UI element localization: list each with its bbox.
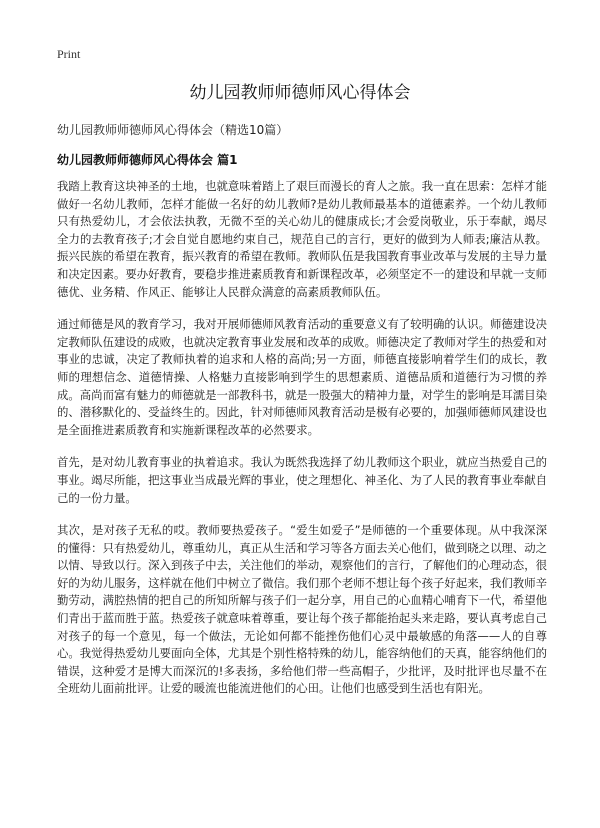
paragraph: 首先，是对幼儿教育事业的执着追求。我认为既然我选择了幼儿教师这个职业，就应当热爱自己的事业。竭尽所能，把这事业当成最光辉的事业，使之理想化、神圣化、为了人民的教育事业奉献自己的一份力量。: [57, 455, 547, 505]
document-subtitle: 幼儿园教师师德师风心得体会（精选10篇）: [57, 123, 289, 137]
paragraph: 其次，是对孩子无私的哎。教师要热爱孩子。“爱生如爱子”是师德的一个重要体现。从中我深深的懂得：只有热爱幼儿，尊重幼儿，真正从生活和学习等各方面去关心他们，做到晓之以理、动之以情、导致以行。深入到孩子中去，关注他们的举动，观察他们的言行，了解他们的心理动态，很好的为幼儿服务，这样就在他们中树立了微信。我们那个老师不想让每个孩子好起来，我们教师辛勤劳动，满腔热情的把自己的所知所解与孩子们一起分享，用自己的心血精心哺育下一代，希望他们青出于蓝而胜于蓝。热爱孩子就意味着尊重，要让每个孩子都能抬起头来走路，要认真考虑自己对孩子的每一个意见，每一个做法，无论如何都不能挫伤他们心灵中最敏感的角落——人的自尊心。我觉得热爱幼儿要面向全体，尤其是个别性格特殊的幼儿，能容纳他们的天真，能容纳他们的错误，这种爱才是博大而深沉的!多表扬，多给他们带一些高帽子，少批评，及时批评也尽量不在全班幼儿面前批评。让爱的暖流也能流进他们的心田。让他们也感受到生活也有阳光。: [57, 523, 547, 696]
document-title: 幼儿园教师师德师风心得体会: [189, 83, 411, 103]
paragraph: 通过师德是风的教育学习，我对开展师德师风教育活动的重要意义有了较明确的认识。师德建设决定教师队伍建设的成败，也就决定教育事业发展和改革的成败。师德决定了教师对学生的热爱和对事业的忠诚，决定了教师执着的追求和人格的高尚;另一方面，师德直接影响着学生们的成长，教师的理想信念、道德情操、人格魅力直接影响到学生的思想素质、道德品质和道德行为习惯的养成。高尚而富有魅力的师德就是一部教科书，就是一股强大的精神力量，对学生的影响是耳濡目染的、潜移默化的、受益终生的。因此，针对师德师风教育活动是极有必要的，加强师德师风建设也是全面推进素质教育和实施新课程改革的必然要求。: [57, 317, 547, 437]
print-link[interactable]: Print: [57, 47, 81, 61]
section-heading: 幼儿园教师师德师风心得体会 篇1: [57, 153, 238, 167]
article-body: [57, 178, 547, 713]
paragraph: 我踏上教育这块神圣的土地，也就意味着踏上了艰巨而漫长的育人之旅。我一直在思索：怎样才能做好一名幼儿教师，怎样才能做一名好的幼儿教师?是幼儿教师最基本的道德素养。一个幼儿教师只有热爱幼儿，才会依法执教，无微不至的关心幼儿的健康成长;才会爱岗敬业，乐于奉献，竭尽全力的去教育孩子;才会自觉自愿地约束自己，规范自己的言行，更好的做到为人师表;廉洁从教。振兴民族的希望在教育，振兴教育的希望在教师。教师队伍是我国教育事业改革与发展的主导力量和决定因素。要办好教育，要稳步推进素质教育和新课程改革，必须坚定不一的建设和早就一支师德优、业务精、作风正、能够让人民群众满意的高素质教师队伍。: [57, 179, 547, 299]
